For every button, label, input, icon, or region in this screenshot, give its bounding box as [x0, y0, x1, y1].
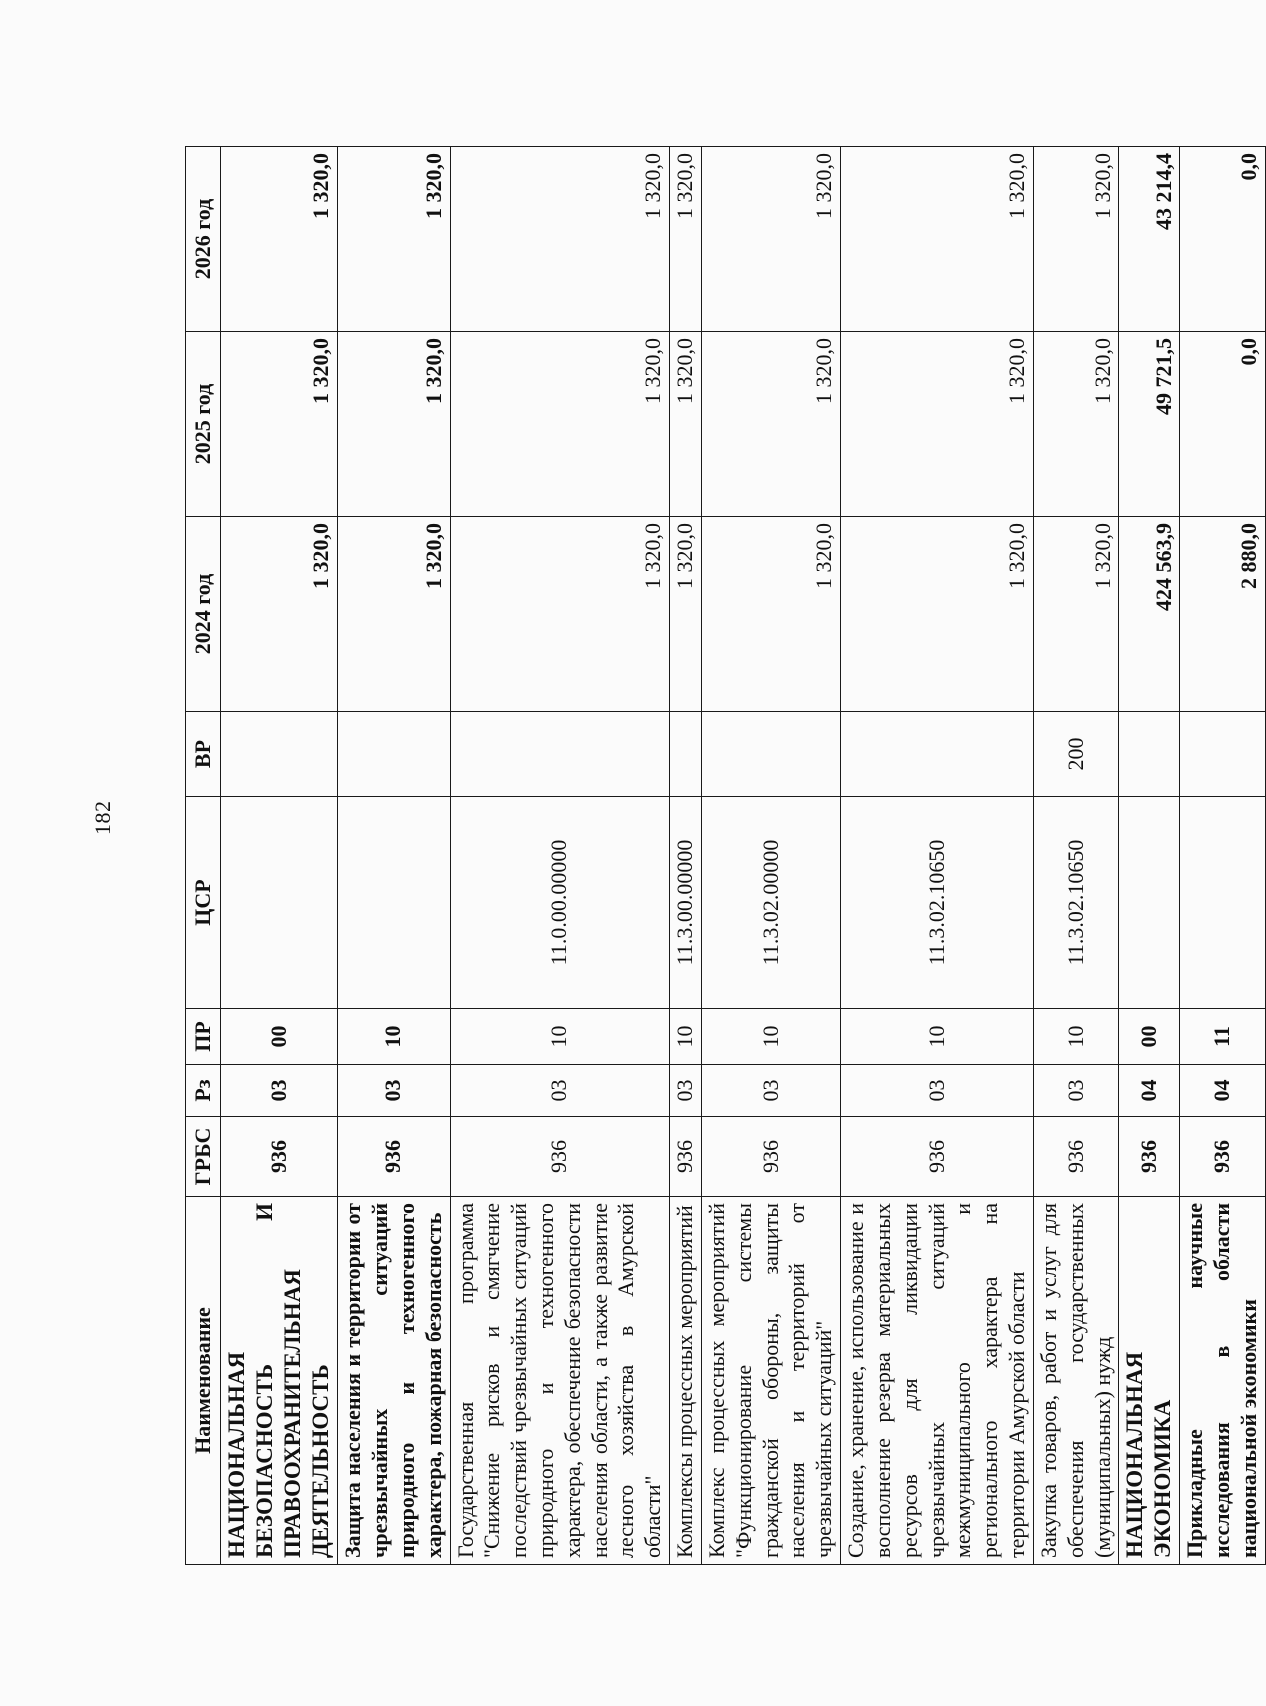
cell-2024: 1 320,0	[338, 517, 450, 712]
cell-2025: 49 721,5	[1119, 332, 1180, 517]
cell-vr	[1119, 712, 1180, 797]
cell-2026: 1 320,0	[841, 147, 1034, 332]
cell-grbs: 936	[221, 1117, 338, 1197]
cell-grbs: 936	[338, 1117, 450, 1197]
cell-grbs: 936	[1033, 1117, 1118, 1197]
table-body	[221, 147, 1266, 1565]
cell-grbs: 936	[701, 1117, 840, 1197]
cell-2024: 2 880,0	[1180, 517, 1265, 712]
cell-rz: 04	[1119, 1065, 1180, 1117]
cell-vr	[1180, 712, 1265, 797]
cell-2025: 1 320,0	[450, 332, 670, 517]
cell-2026: 1 320,0	[221, 147, 338, 332]
cell-grbs: 936	[1119, 1117, 1180, 1197]
cell-2024: 1 320,0	[841, 517, 1034, 712]
cell-name: Государственная программа "Снижение рисков и смягчение последствий чрезвычайных ситуаций природного и техногенного характера, обеспечение безопасности населения области, а также развитие лесного хозяйства в Амурской области"	[450, 1197, 670, 1565]
cell-csr: 11.3.02.00000	[701, 797, 840, 1009]
cell-2024: 1 320,0	[221, 517, 338, 712]
cell-2025: 1 320,0	[338, 332, 450, 517]
table-row	[338, 147, 450, 1565]
table-rotated-frame	[185, 147, 1262, 1565]
cell-pr: 10	[841, 1009, 1034, 1065]
cell-pr: 00	[221, 1009, 338, 1065]
cell-csr	[1180, 797, 1265, 1009]
cell-2026: 1 320,0	[338, 147, 450, 332]
cell-vr	[338, 712, 450, 797]
cell-2025: 1 320,0	[841, 332, 1034, 517]
cell-pr: 11	[1180, 1009, 1265, 1065]
cell-rz: 03	[450, 1065, 670, 1117]
budget-table	[185, 146, 1266, 1565]
cell-name: Закупка товаров, работ и услуг для обеспечения государственных (муниципальных) нужд	[1033, 1197, 1118, 1565]
cell-2025: 1 320,0	[670, 332, 702, 517]
cell-vr	[670, 712, 702, 797]
cell-rz: 03	[1033, 1065, 1118, 1117]
cell-2025: 1 320,0	[221, 332, 338, 517]
cell-name: НАЦИОНАЛЬНАЯ БЕЗОПАСНОСТЬ И ПРАВООХРАНИТЕЛЬНАЯ ДЕЯТЕЛЬНОСТЬ	[221, 1197, 338, 1565]
cell-name: Комплекс процессных мероприятий "Функционирование системы гражданской обороны, защиты населения и территорий от чрезвычайных ситуаций"	[701, 1197, 840, 1565]
cell-pr: 10	[1033, 1009, 1118, 1065]
table-header-row	[186, 147, 221, 1565]
cell-vr: 200	[1033, 712, 1118, 797]
cell-rz: 04	[1180, 1065, 1265, 1117]
cell-2025: 0,0	[1180, 332, 1265, 517]
table-row	[221, 147, 338, 1565]
cell-vr	[450, 712, 670, 797]
header-grbs: ГРБС	[186, 1117, 221, 1197]
header-rz: Рз	[186, 1065, 221, 1117]
cell-2025: 1 320,0	[1033, 332, 1118, 517]
cell-2024: 1 320,0	[1033, 517, 1118, 712]
cell-pr: 10	[701, 1009, 840, 1065]
cell-name: НАЦИОНАЛЬНАЯ ЭКОНОМИКА	[1119, 1197, 1180, 1565]
table-row	[841, 147, 1034, 1565]
cell-2024: 1 320,0	[450, 517, 670, 712]
header-pr: ПР	[186, 1009, 221, 1065]
cell-vr	[221, 712, 338, 797]
cell-rz: 03	[338, 1065, 450, 1117]
cell-name: Создание, хранение, использование и восполнение резерва материальных ресурсов для ликвидации чрезвычайных ситуаций межмуниципального и регионального характера на территории Амурской области	[841, 1197, 1034, 1565]
header-csr: ЦСР	[186, 797, 221, 1009]
header-2025: 2025 год	[186, 332, 221, 517]
cell-pr: 10	[338, 1009, 450, 1065]
header-vr: ВР	[186, 712, 221, 797]
cell-rz: 03	[701, 1065, 840, 1117]
page-number: 182	[90, 800, 115, 835]
cell-csr: 11.0.00.00000	[450, 797, 670, 1009]
cell-csr	[338, 797, 450, 1009]
cell-csr: 11.3.02.10650	[1033, 797, 1118, 1009]
cell-2026: 1 320,0	[1033, 147, 1118, 332]
cell-2025: 1 320,0	[701, 332, 840, 517]
table-row	[670, 147, 702, 1565]
table-row	[1033, 147, 1118, 1565]
cell-csr: 11.3.00.00000	[670, 797, 702, 1009]
cell-2026: 1 320,0	[701, 147, 840, 332]
cell-rz: 03	[221, 1065, 338, 1117]
cell-2026: 0,0	[1180, 147, 1265, 332]
table-row	[450, 147, 670, 1565]
cell-2026: 1 320,0	[670, 147, 702, 332]
table-row	[701, 147, 840, 1565]
cell-rz: 03	[841, 1065, 1034, 1117]
cell-2026: 1 320,0	[450, 147, 670, 332]
cell-csr	[221, 797, 338, 1009]
cell-csr	[1119, 797, 1180, 1009]
cell-rz: 03	[670, 1065, 702, 1117]
cell-grbs: 936	[450, 1117, 670, 1197]
cell-2024: 1 320,0	[670, 517, 702, 712]
table-row	[1180, 147, 1265, 1565]
cell-pr: 00	[1119, 1009, 1180, 1065]
cell-grbs: 936	[841, 1117, 1034, 1197]
cell-2024: 424 563,9	[1119, 517, 1180, 712]
header-2024: 2024 год	[186, 517, 221, 712]
header-2026: 2026 год	[186, 147, 221, 332]
cell-grbs: 936	[1180, 1117, 1265, 1197]
cell-name: Комплексы процессных мероприятий	[670, 1197, 702, 1565]
cell-name: Защита населения и территории от чрезвычайных ситуаций природного и техногенного характера, пожарная безопасность	[338, 1197, 450, 1565]
header-name: Наименование	[186, 1197, 221, 1565]
cell-name: Прикладные научные исследования в области национальной экономики	[1180, 1197, 1265, 1565]
cell-2026: 43 214,4	[1119, 147, 1180, 332]
cell-2024: 1 320,0	[701, 517, 840, 712]
cell-pr: 10	[670, 1009, 702, 1065]
cell-csr: 11.3.02.10650	[841, 797, 1034, 1009]
cell-vr	[701, 712, 840, 797]
cell-vr	[841, 712, 1034, 797]
table-row	[1119, 147, 1180, 1565]
cell-pr: 10	[450, 1009, 670, 1065]
cell-grbs: 936	[670, 1117, 702, 1197]
